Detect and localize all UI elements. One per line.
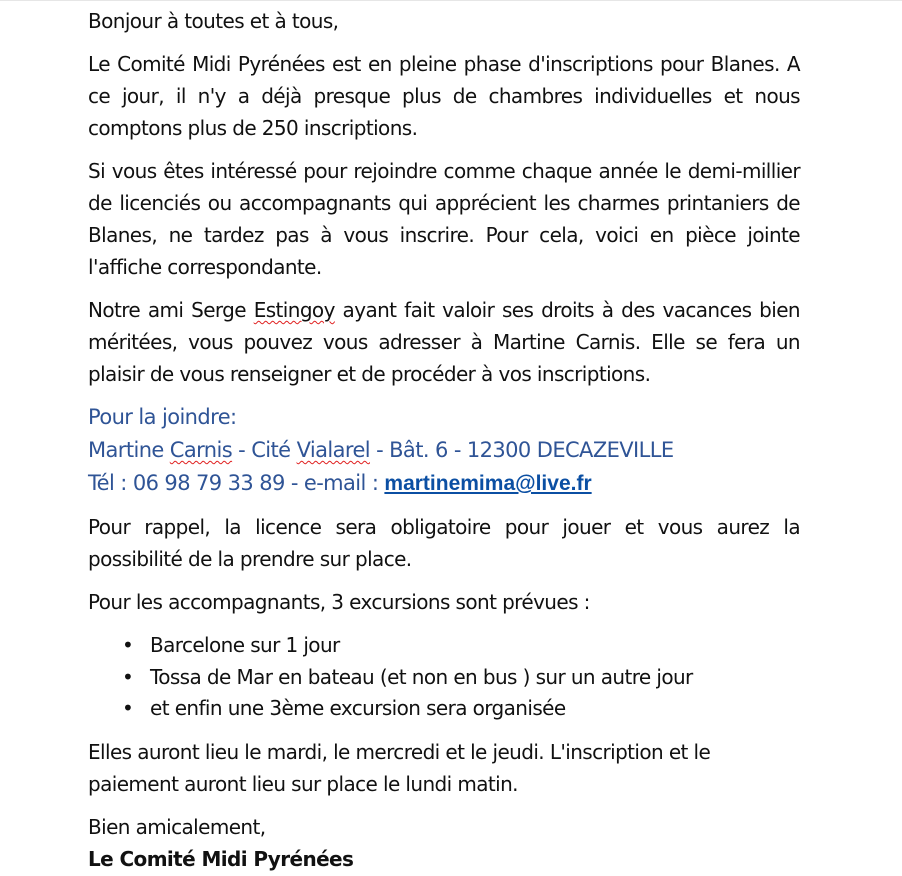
list-item — [88, 630, 800, 662]
para3-after: ayant fait valoir ses droits à des vacances bien méritées, vous pouvez vous adresser à Martine Carnis. Elle se fera un plaisir de vous renseigner et de procéder à vos inscriptions. — [88, 298, 800, 386]
paragraph-license-reminder: Pour rappel, la licence sera obligatoire pour jouer et vous aurez la possibilité de la prendre sur place. — [88, 515, 800, 571]
contact-heading: Pour la joindre: — [88, 405, 237, 429]
signature: Le Comité Midi Pyrénées — [88, 846, 354, 871]
closing: Bien amicalement, — [88, 814, 266, 839]
paragraph-contact-change — [88, 294, 800, 390]
document-body — [88, 5, 800, 875]
excursion-label: et enfin une 3ème excursion sera organisée — [150, 696, 566, 720]
list-item — [88, 662, 800, 694]
contact-name-first: Martine — [88, 438, 170, 462]
contact-phone: Tél : 06 98 79 33 89 - e-mail : — [88, 471, 385, 495]
paragraph-schedule: Elles auront lieu le mardi, le mercredi et le jeudi. L'inscription et le paiement auront lieu sur place le lundi matin. — [88, 739, 711, 796]
contact-address — [88, 434, 800, 467]
spellcheck-word-vialarel: Vialarel — [296, 438, 370, 462]
para3-before: Notre ami Serge — [88, 298, 254, 322]
list-item — [88, 693, 800, 725]
contact-block — [88, 401, 800, 500]
bullet-icon: • — [122, 696, 134, 720]
email-link[interactable]: martinemima@live.fr — [384, 472, 592, 495]
excursions-intro: Pour les accompagnants, 3 excursions sont prévues : — [88, 590, 590, 614]
paragraph-invitation: Si vous êtes intéressé pour rejoindre comme chaque année le demi-millier de licenciés ou accompagnants qui apprécient les charmes printaniers de Blanes, ne tardez pas à vous inscrire. Pour cela, voici en pièce jointe l'affiche correspondante. — [88, 159, 800, 279]
contact-phone-line — [88, 467, 800, 500]
excursion-label: Tossa de Mar en bateau (et non en bus ) sur un autre jour — [150, 664, 693, 689]
bullet-icon: • — [122, 633, 134, 657]
excursion-label: Barcelone sur 1 jour — [150, 633, 340, 657]
contact-address-rest: - Bât. 6 - 12300 DECAZEVILLE — [370, 438, 674, 462]
excursions-list — [88, 630, 800, 725]
bullet-icon: • — [122, 664, 134, 689]
contact-sep: - Cité — [232, 438, 297, 462]
spellcheck-word-carnis: Carnis — [169, 438, 233, 462]
greeting: Bonjour à toutes et à tous, — [88, 9, 339, 33]
spellcheck-word-estingoy: Estingoy — [253, 298, 335, 322]
paragraph-registration-status: Le Comité Midi Pyrénées est en pleine phase d'inscriptions pour Blanes. A ce jour, il n'y a déjà presque plus de chambres individuelles et nous comptons plus de 250 inscriptions. — [88, 52, 800, 140]
